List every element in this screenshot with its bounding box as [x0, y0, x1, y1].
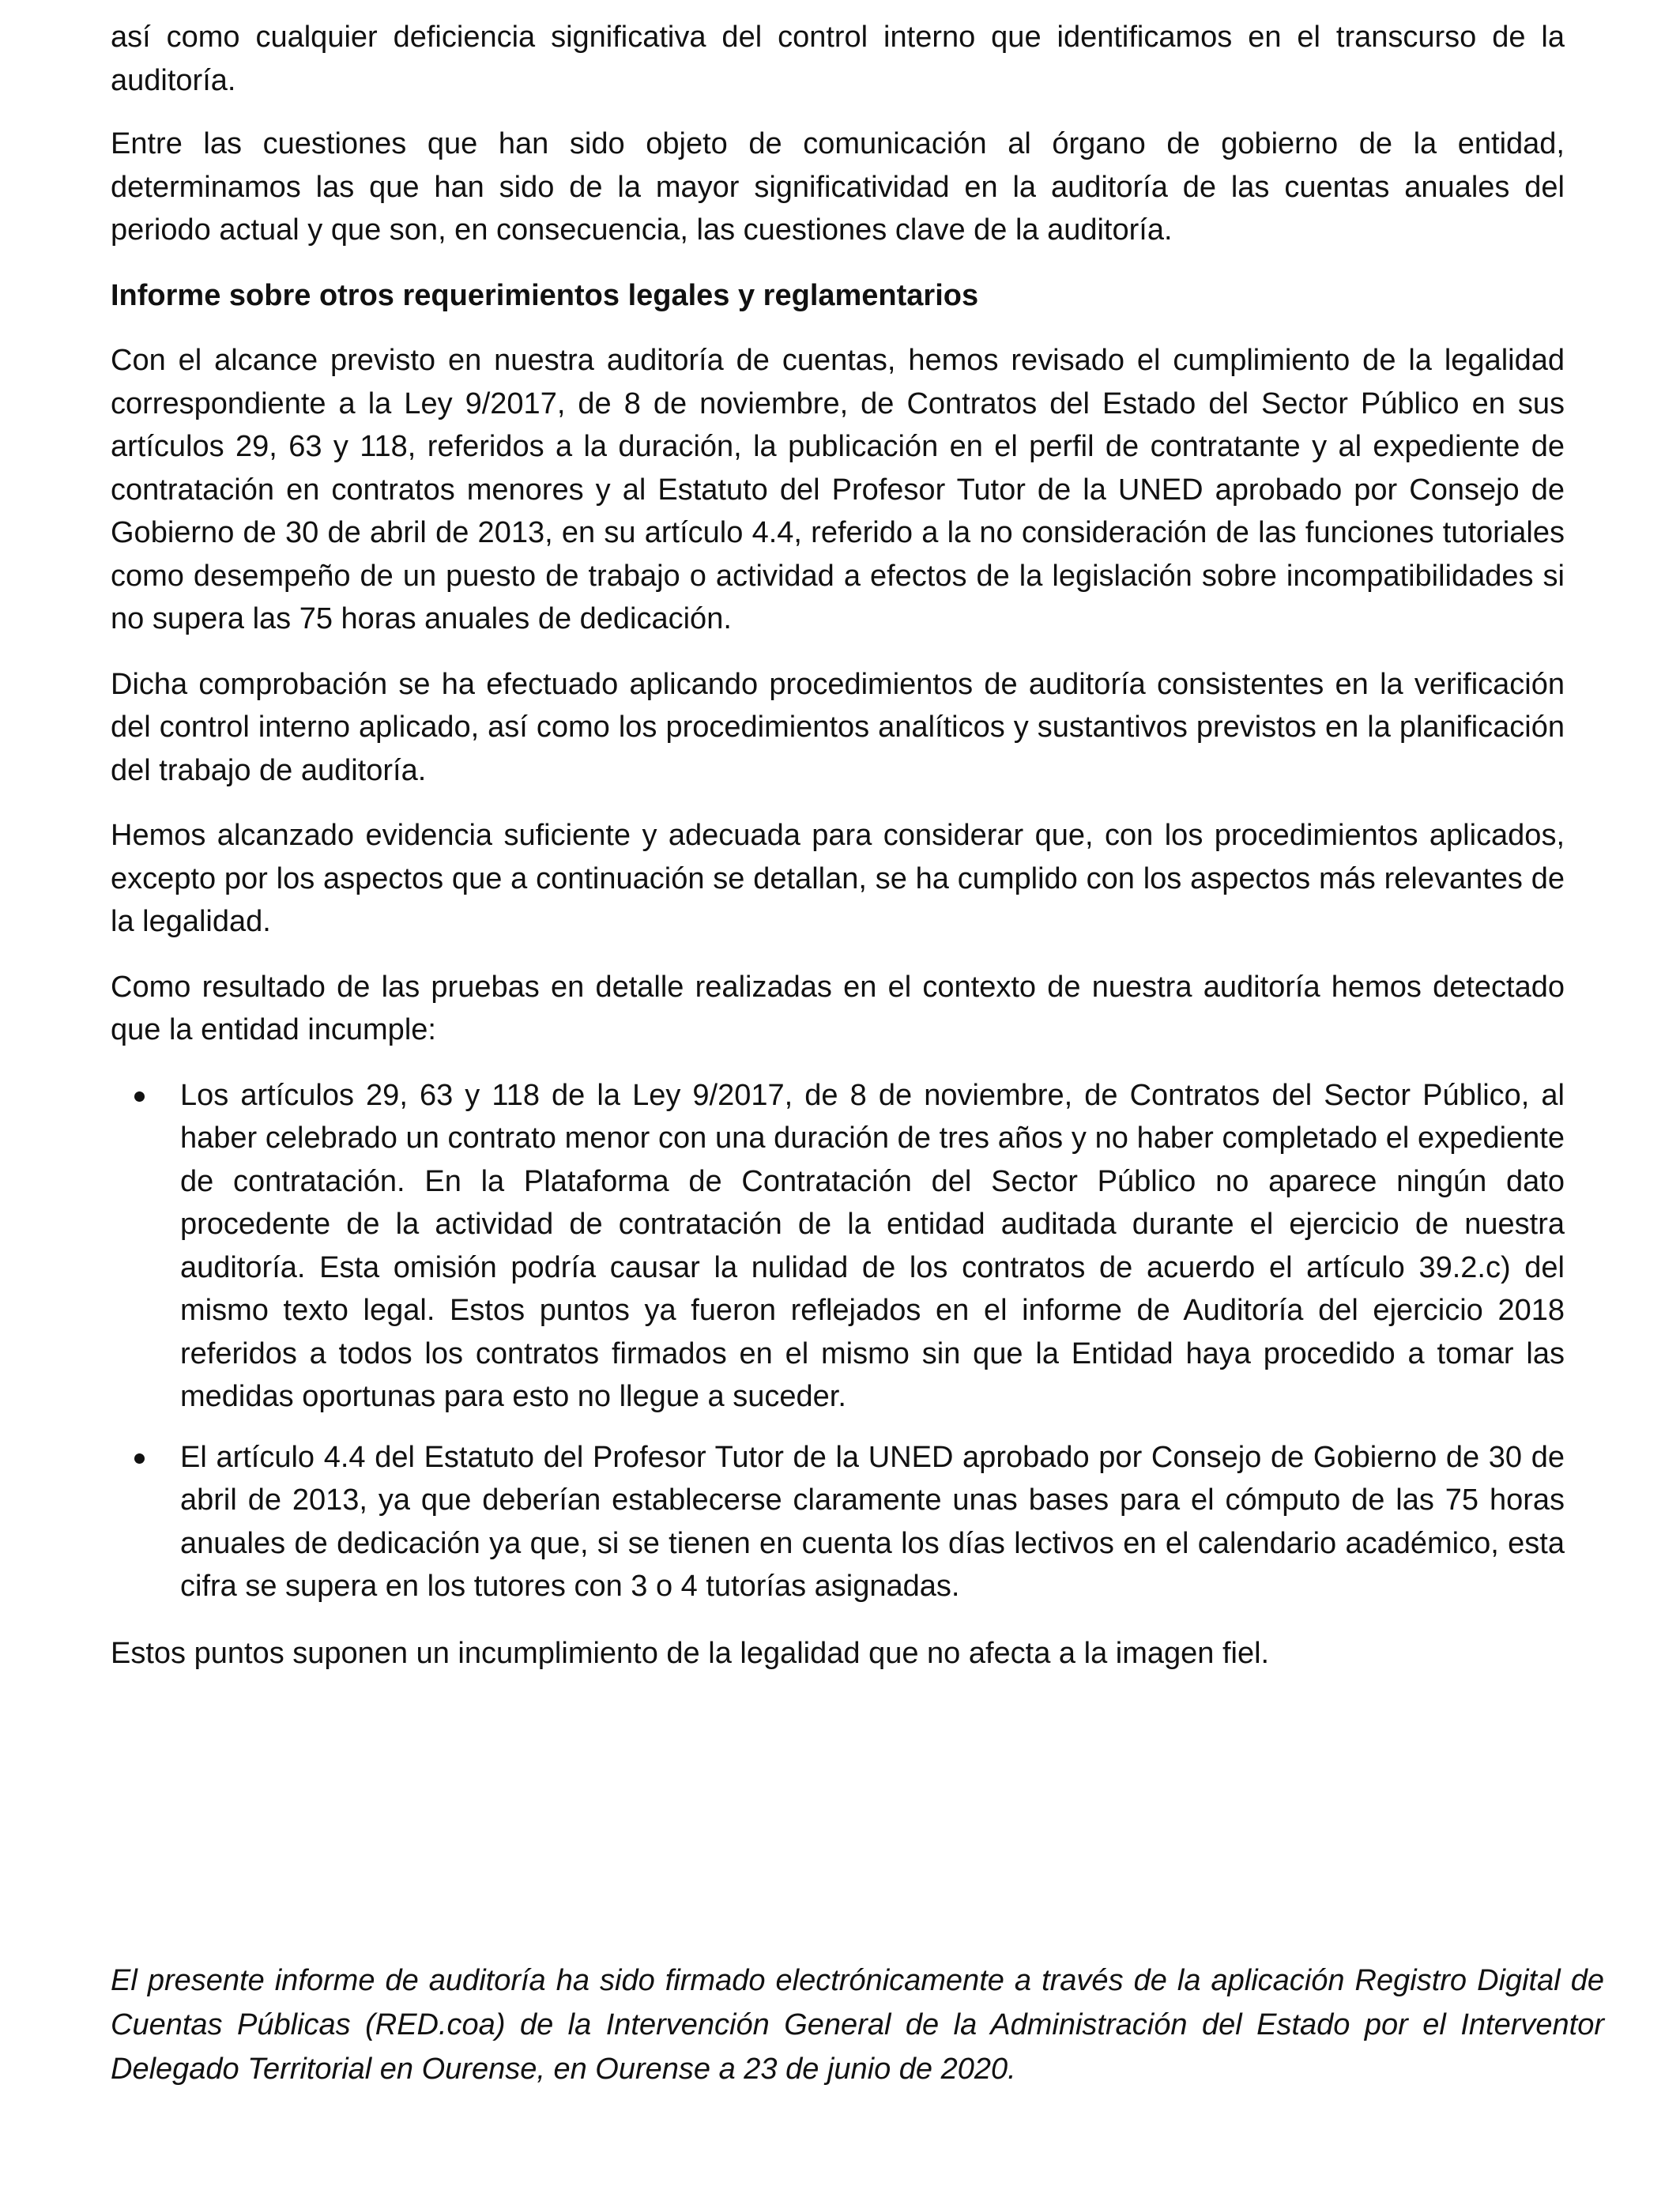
noncompliance-list [111, 1074, 1565, 1608]
list-item-text: Los artículos 29, 63 y 118 de la Ley 9/2017, de 8 de noviembre, de Contratos del Sector Público, al haber celebrado un contrato menor con una duración de tres años y no haber completado el expediente de contratación. En la Plataforma de Contratación del Sector Público no aparece ningún dato procedente de la actividad de contratación de la entidad auditada durante el ejercicio de nuestra auditoría. Esta omisión podría causar la nulidad de los contratos de acuerdo el artículo 39.2.c) del mismo texto legal. Estos puntos ya fueron reflejados en el informe de Auditoría del ejercicio 2018 referidos a todos los contratos firmados en el mismo sin que la Entidad haya procedido a tomar las medidas oportunas para esto no llegue a suceder. [180, 1078, 1565, 1413]
intro-paragraph-1: así como cualquier deficiencia significativa del control interno que identificamos en el transcurso de la auditoría. [111, 21, 1565, 97]
body-paragraph-4: Como resultado de las pruebas en detalle realizadas en el contexto de nuestra auditoría hemos detectado que la entidad incumple: [111, 970, 1565, 1046]
bullet-icon [134, 1091, 145, 1102]
section-heading: Informe sobre otros requerimientos legales y reglamentarios [111, 278, 979, 312]
document-page [111, 16, 1565, 1675]
list-item-text: El artículo 4.4 del Estatuto del Profesor Tutor de la UNED aprobado por Consejo de Gobierno de 30 de abril de 2013, ya que deberían establecerse claramente unas bases para el cómputo de las 75 horas anuales de dedicación ya que, si se tienen en cuenta los días lectivos en el calendario académico, esta cifra se supera en los tutores con 3 o 4 tutorías asignadas. [180, 1440, 1565, 1603]
bullet-icon [134, 1453, 145, 1464]
signature-note: El presente informe de auditoría ha sido firmado electrónicamente a través de la aplicación Registro Digital de Cuentas Públicas (RED.coa) de la Intervención General de la Administración del Estado por el Interventor Delegado Territorial en Ourense, en Ourense a 23 de junio de 2020. [111, 1964, 1604, 2086]
list-item [111, 1074, 1565, 1419]
intro-paragraph-2: Entre las cuestiones que han sido objeto de comunicación al órgano de gobierno de la entidad, determinamos las que han sido de la mayor significatividad en la auditoría de las cuentas anuales del periodo actual y que son, en consecuencia, las cuestiones clave de la auditoría. [111, 127, 1565, 247]
list-item [111, 1436, 1565, 1608]
closing-paragraph: Estos puntos suponen un incumplimiento de la legalidad que no afecta a la imagen fiel. [111, 1636, 1270, 1670]
body-paragraph-1: Con el alcance previsto en nuestra auditoría de cuentas, hemos revisado el cumplimiento de la legalidad correspondiente a la Ley 9/2017, de 8 de noviembre, de Contratos del Estado del Sector Público en sus artículos 29, 63 y 118, referidos a la duración, la publicación en el perfil de contratante y al expediente de contratación en contratos menores y al Estatuto del Profesor Tutor de la UNED aprobado por Consejo de Gobierno de 30 de abril de 2013, en su artículo 4.4, referido a la no consideración de las funciones tutoriales como desempeño de un puesto de trabajo o actividad a efectos de la legislación sobre incompatibilidades si no supera las 75 horas anuales de dedicación. [111, 344, 1565, 635]
body-paragraph-2: Dicha comprobación se ha efectuado aplicando procedimientos de auditoría consistentes en la verificación del control interno aplicado, así como los procedimientos analíticos y sustantivos previstos en la planificación del trabajo de auditoría. [111, 667, 1565, 787]
body-paragraph-3: Hemos alcanzado evidencia suficiente y adecuada para considerar que, con los procedimientos aplicados, excepto por los aspectos que a continuación se detallan, se ha cumplido con los aspectos más relevantes de la legalidad. [111, 819, 1565, 938]
